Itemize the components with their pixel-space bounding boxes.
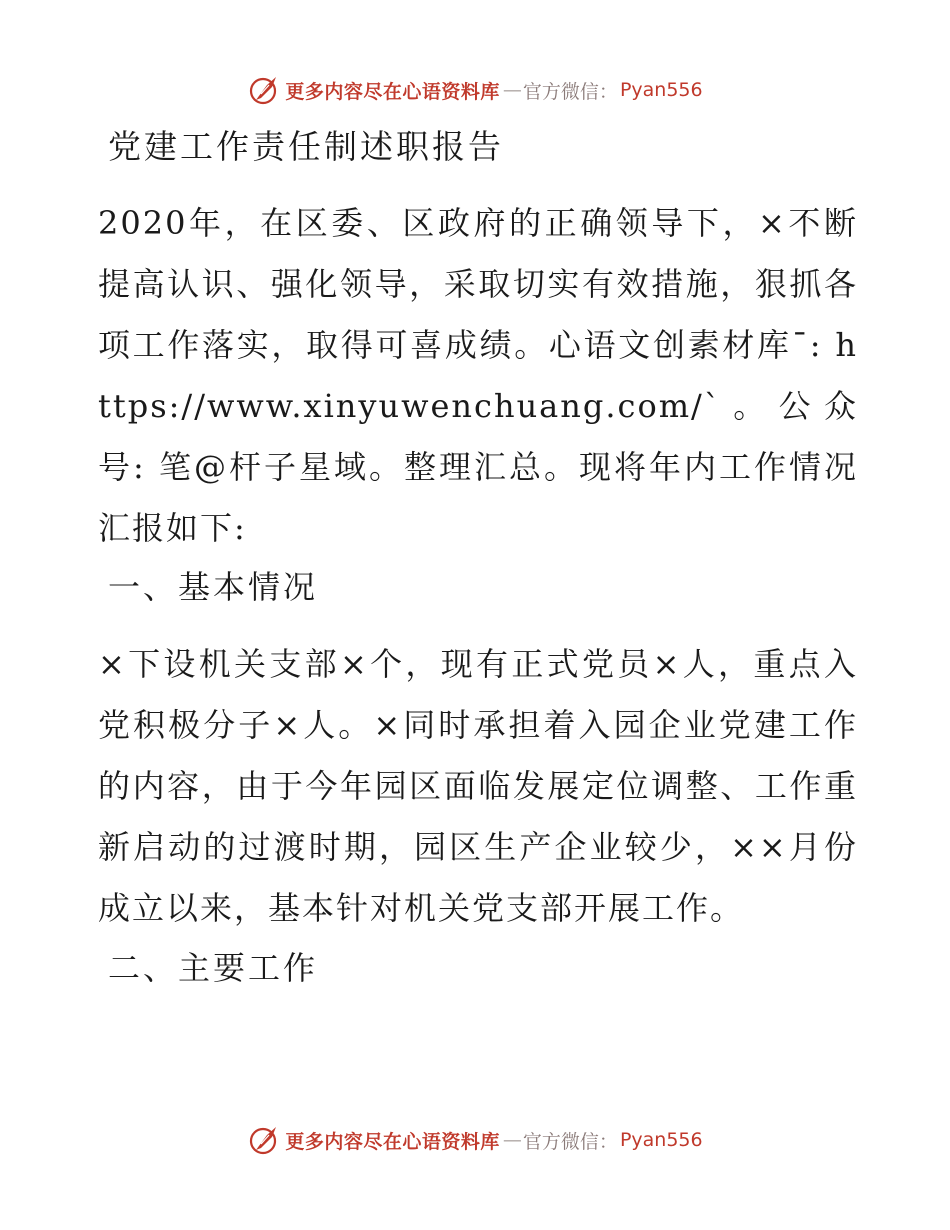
footer-watermark xyxy=(0,1120,950,1160)
quill-pen-logo-icon xyxy=(247,73,281,107)
intro-paragraph: 2020年，在区委、区政府的正确领导下，×不断提高认识、强化领导，采取切实有效措施，狠抓各项工作落实，取得可喜成绩。心语文创素材库¯: https://www.xinyuwenchuang.com/`。公众号: 笔@杆子星域。整理汇总。现将年内工作情况汇报如下: xyxy=(98,204,858,547)
watermark-label: 官方微信 xyxy=(522,80,599,103)
watermark-wechat-id: Pyan556 xyxy=(619,79,703,101)
watermark-dash: — xyxy=(502,1129,520,1151)
watermark-label: 官方微信 xyxy=(522,1130,599,1153)
watermark-brand: 更多内容尽在心语资料库 xyxy=(285,1130,500,1153)
document-title: 党建工作责任制述职报告 xyxy=(108,127,504,166)
section-body-basic-situation: ×下设机关支部×个，现有正式党员×人，重点入党积极分子×人。×同时承担着入园企业党建工作的内容，由于今年园区面临发展定位调整、工作重新启动的过渡时期，园区生产企业较少，××月份成立以来，基本针对机关党支部开展工作。 xyxy=(98,645,858,927)
watermark-colon: ： xyxy=(598,1130,618,1153)
watermark-wechat-id: Pyan556 xyxy=(619,1129,703,1151)
section-heading-basic-situation: 一、基本情况 xyxy=(108,568,319,606)
header-watermark xyxy=(0,70,950,110)
watermark-brand: 更多内容尽在心语资料库 xyxy=(285,80,500,103)
watermark-colon: ： xyxy=(598,80,618,103)
watermark-dash: — xyxy=(502,79,520,101)
quill-pen-logo-icon xyxy=(247,1123,281,1157)
section-heading-main-work: 二、主要工作 xyxy=(108,949,319,987)
